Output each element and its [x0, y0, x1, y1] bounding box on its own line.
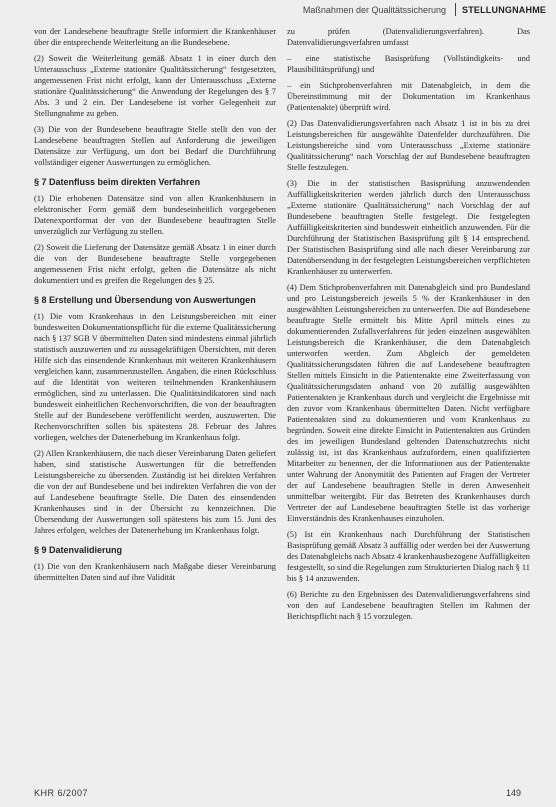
paragraph: (2) Soweit die Weiterleitung gemäß Absatz 1 in einer durch den Unterausschuss „Externe stationäre Qualitätssicherung“ festgesetzten, angemessenen Frist nicht erfolgt, kann der Unterausschuss „Externe stationäre Qualitätssicherung“ die Anwendung der Regelungen des § 7 Abs. 3 und 2 ein. Der Landesebene ist vorher Gelegenheit zur Stellungnahme zu geben. — [34, 54, 276, 118]
paragraph: zu prüfen (Datenvalidierungsverfahren). Das Datenvalidierungsverfahren umfasst — [287, 27, 530, 47]
paragraph: (4) Dem Stichprobenverfahren mit Datenabgleich sind pro Bundesland und pro Leistungsbereich jeweils 5 % der Krankenhäuser in den ausgewählten Leistungsbereichen zu unterwerfen. Die auf Bundesebene beauftragte Stelle ermittelt bis Mitte April mittels eines zu dokumentierenden Zufallsverfahrens für jeden einzelnen ausgewählten Leistungsbereich die Krankenhäuser, die dem Datenabgleich unterworfen werden. Zum Abgleich der gemeldeten Qualitätssicherungsdaten führen die auf Landesebene beauftragten Stellen mittels Einsicht in die Patientenakte eine Zweiterfassung von Qualitätssicherungsdaten anhand von 20 zufällig ausgewählten Patientenakten je Krankenhaus durch und vergleicht die Ergebnisse mit den zuvor vom Krankenhaus übermittelten Daten. Nicht verfügbare Patientenakten sind zu dokumentieren und vom Krankenhaus zu begründen. Soweit eine direkte Einsicht in Patientenakten aus Gründen des im jeweiligen Bundesland geltenden Datenschutzrechts nicht zulässig ist, ist das Krankenhaus aufzufordern, einen qualifizierten Mitarbeiter zu benennen, der die Informationen aus der Patientenakte unter Wahrung der Anonymität des Patienten auf Fragen der Vertreter der auf Landesebene beauftragten Stelle in deren Anwesenheit unmittelbar weitergibt. Für das Betreten des Krankenhauses durch Vertreter der auf Landesebene beauftragten Stelle ist das vorherige Einverständnis des Krankenhauses einzuholen. — [287, 283, 530, 523]
right-column — [287, 26, 530, 627]
paragraph: (3) Die von der Bundesebene beauftragte Stelle stellt den von der Landesebene beauftragten Stellen auf Anforderung die jeweiligen Datensätze zur Verfügung, um dort bei Bedarf die Durchführung vollständiger eigener Auswertungen zu ermöglichen. — [34, 125, 276, 167]
section-heading: § 9 Datenvalidierung — [34, 545, 123, 555]
journal-issue: KHR 6/2007 — [34, 788, 89, 798]
paragraph: (6) Berichte zu den Ergebnissen des Datenvalidierungsverfahrens sind von den auf Landesebene beauftragten Stellen im Rahmen der Berichtspflicht nach § 15 vorzulegen. — [287, 590, 530, 621]
page-footer — [0, 788, 556, 804]
paragraph: (2) Das Datenvalidierungsverfahren nach Absatz 1 ist in bis zu drei Leistungsbereichen für ausgewählte Datenfelder durchzuführen. Die Leistungsbereiche sind vom Unterausschuss „Externe stationäre Qualitätssicherung“ nach Vorschlag der auf Bundesebene beauftragten Stelle festzulegen. — [287, 119, 530, 172]
page-number: 149 — [506, 788, 522, 798]
paragraph: (2) Soweit die Lieferung der Datensätze gemäß Absatz 1 in einer durch die von der Bundesebene beauftragte Stelle vorgegebenen angemessenen Frist nicht erfolgt, gelten die Datensätze als nicht dokumentiert und es greifen die Regelungen des § 25. — [34, 243, 276, 285]
paragraph: (1) Die vom Krankenhaus in den Leistungsbereichen mit einer bundesweiten Dokumentationspflicht für die externe Qualitätssicherung nach § 137 SGB V übermittelten Daten sind mindestens einmal jährlich statistisch auszuwerten und zu aussagekräftigen Übersichten, mit deren Hilfe sich das einsendende Krankenhaus mit weiteren Krankenhäusern vergleichen kann, zusammenzustellen. Angaben, die einen Rückschluss auf die Identität von weiteren teilnehmenden Krankenhäusern ermöglichen, sind zu unterlassen. Die Qualitätsindikatoren sind nach bundesweit einheitlichen Rechenvorschriften, die von der beauftragten Stelle auf der Bundesebene veröffentlicht werden, auszuwerten. Die Rechenvorschriften sollen bis spätestens 28. Februar des Jahres vorliegen, welches der Datenerhebung im Krankenhaus folgt. — [34, 312, 276, 442]
header-divider — [455, 3, 456, 16]
category-label: STELLUNGNAHME — [462, 5, 547, 15]
section-heading: § 8 Erstellung und Übersendung von Auswertungen — [34, 295, 256, 305]
paragraph: (1) Die von den Krankenhäusern nach Maßgabe dieser Vereinbarung übermittelten Daten sind auf ihre Validität — [34, 562, 276, 582]
paragraph: (2) Allen Krankenhäusern, die nach dieser Vereinbarung Daten geliefert haben, sind statistische Auswertungen für die betreffenden Leistungsbereiche zu übersenden. Zuständig ist bei direkten Verfahren die von der auf Bundesebene und bei indirekten Verfahren die von der auf Landesebene beauftragte Stelle. Die Daten des einsendenden Krankenhauses sind in der Übersicht zu kennzeichnen. Die Übersendung der Auswertungen soll spätestens bis zum 15. Juni des Jahres erfolgen, welches der Datenerhebung im Krankenhaus folgt. — [34, 449, 276, 535]
paragraph: (3) Die in der statistischen Basisprüfung anzuwendenden Auffälligkeitskriterien werden jährlich durch den Unterausschuss „Externe stationäre Qualitätssicherung“ nach Vorschlag der auf Bundesebene beauftragten Stelle festgelegt. Die festgelegten Auffälligkeitskriterien sind bundesweit einheitlich anzuwenden. Für die Durchführung der Statistischen Basisprüfung gilt § 14 entsprechend. Der Statistischen Basisprüfung sind alle nach dieser Vereinbarung zur Datenübersendung in der festgelegten Leistungsbereichen verpflichteten Krankenhäuser zu unterwerfen. — [287, 179, 530, 276]
paragraph: von der Landesebene beauftragte Stelle informiert die Krankenhäuser über die entsprechende Weiterleitung an die Bundesebene. — [34, 27, 276, 47]
list-item: – eine statistische Basisprüfung (Vollständigkeits- und Plausibilitätsprüfung) und — [287, 54, 530, 74]
list-item: – ein Stichprobenverfahren mit Datenabgleich, in dem die Übereinstimmung mit der Dokumentation im Krankenhaus (Patientenakte) überprüft wird. — [287, 81, 530, 112]
page-header — [0, 0, 556, 22]
section-heading: § 7 Datenfluss beim direkten Verfahren — [34, 177, 201, 187]
left-column — [34, 26, 276, 588]
section-title: Maßnahmen der Qualitätssicherung — [302, 5, 446, 15]
paragraph: (1) Die erhobenen Datensätze sind von allen Krankenhäusern in elektronischer Form gemäß dem bundeseinheitlich vorgegebenen Datenexportformat der von der Bundesebene beauftragten Stelle unverzüglich zur Verfügung zu stellen. — [34, 194, 276, 236]
paragraph: (5) Ist ein Krankenhaus nach Durchführung der Statistischen Basisprüfung gemäß Absatz 3 auffällig oder werden bei der Auswertung des Datenabgleichs nach Absatz 4 krankenhausbezogene Auffälligkeiten festgestellt, so sind die Regelungen zum Strukturierten Dialog nach § 11 bis § 14 anzuwenden. — [287, 530, 530, 583]
